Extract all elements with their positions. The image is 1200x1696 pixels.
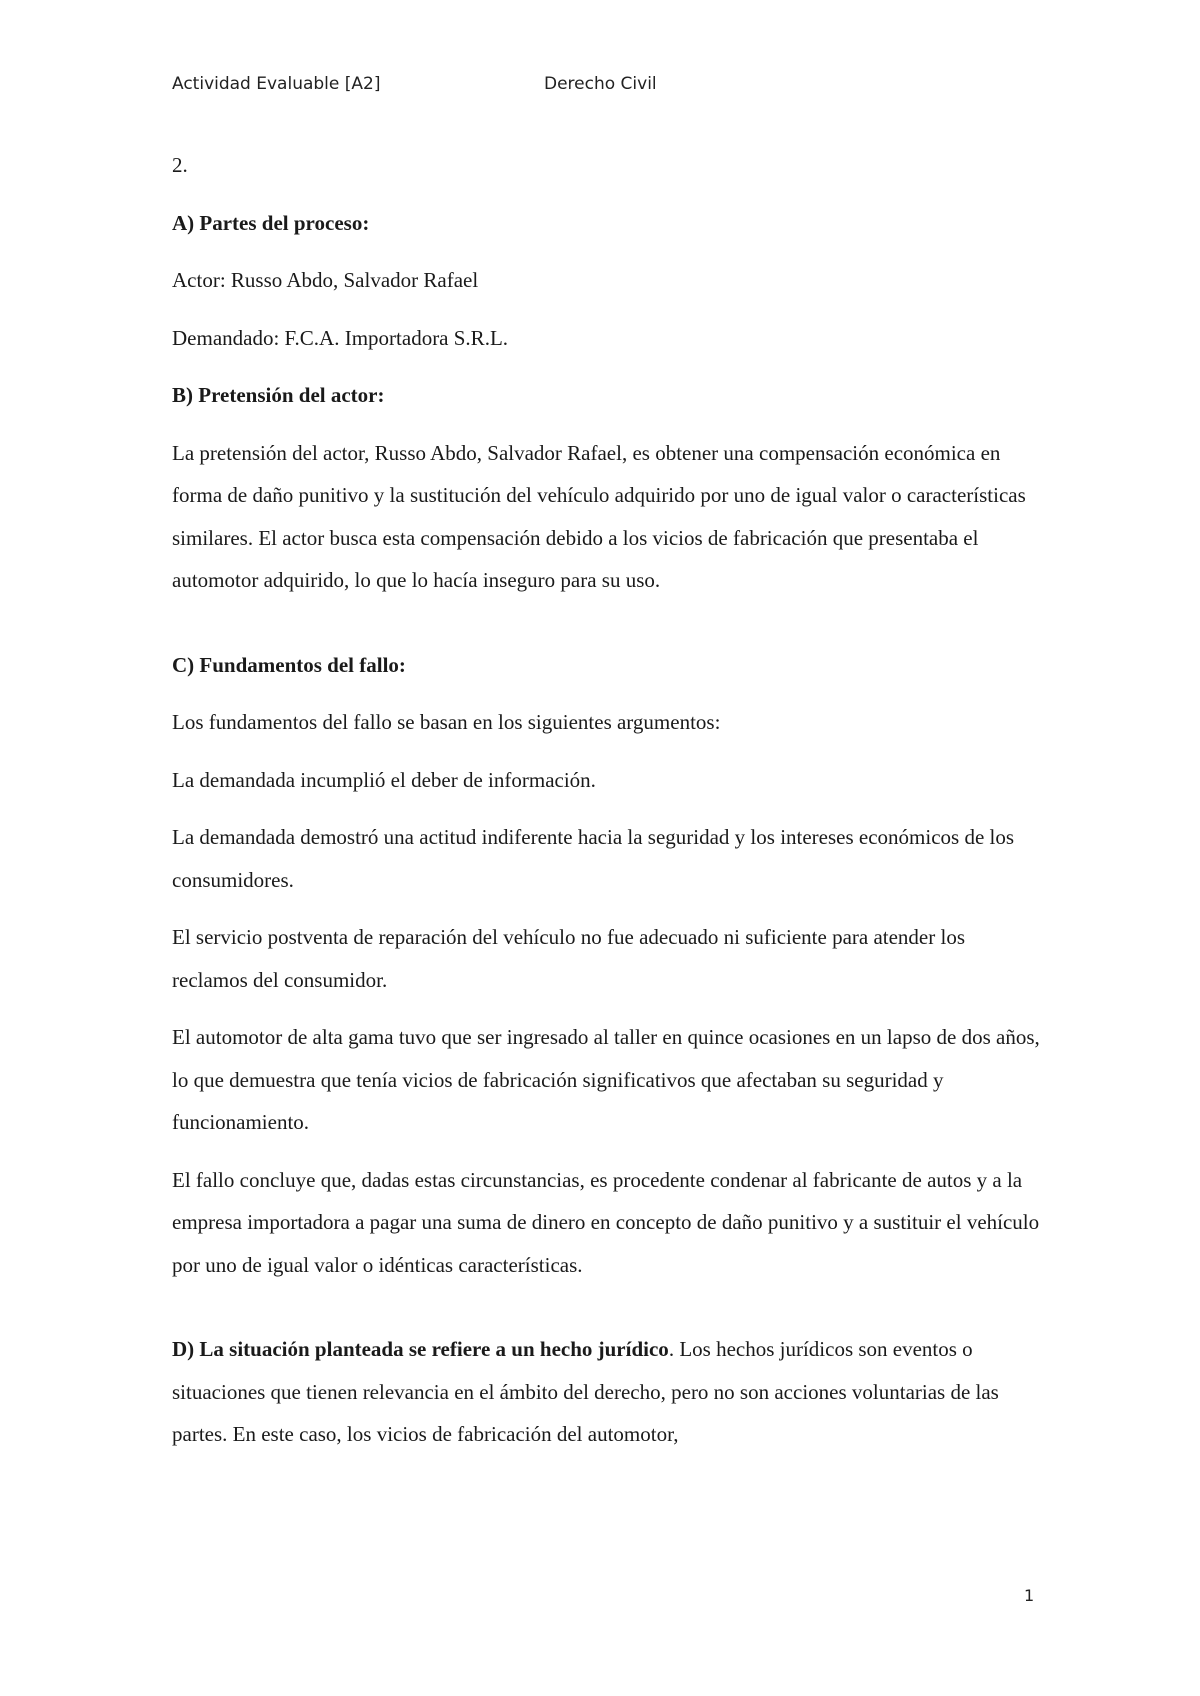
section-c-intro: Los fundamentos del fallo se basan en los siguientes argumentos: xyxy=(172,710,721,734)
header-course: Actividad Evaluable [A2] xyxy=(172,74,381,94)
section-c-heading: C) Fundamentos del fallo: xyxy=(172,652,406,677)
actor-line: Actor: Russo Abdo, Salvador Rafael xyxy=(172,268,479,292)
document-body xyxy=(172,144,1040,1471)
section-d-heading: D) La situación planteada se refiere a un hecho jurídico xyxy=(172,1337,669,1361)
section-c-point: La demandada demostró una actitud indiferente hacia la seguridad y los intereses económicos de los consumidores. xyxy=(172,825,1015,892)
page-number: 1 xyxy=(1024,1586,1035,1605)
section-c-point: El automotor de alta gama tuvo que ser ingresado al taller en quince ocasiones en un lapso de dos años, lo que demuestra que tenía vicios de fabricación significativos que afectaban su seguridad y funcionamiento. xyxy=(172,1025,1040,1134)
section-b-heading: B) Pretensión del actor: xyxy=(172,383,385,407)
question-number: 2. xyxy=(172,153,188,177)
section-c-point: La demandada incumplió el deber de información. xyxy=(172,767,596,792)
section-b-paragraph: La pretensión del actor, Russo Abdo, Salvador Rafael, es obtener una compensación económica en forma de daño punitivo y la sustitución del vehículo adquirido por uno de igual valor o características similares. El actor busca esta compensación debido a los vicios de fabricación que presentaba el automotor adquirido, lo que lo hacía inseguro para su uso. xyxy=(172,440,1026,592)
header-subject: Derecho Civil xyxy=(544,74,657,94)
section-c-point: El servicio postventa de reparación del vehículo no fue adecuado ni suficiente para atender los reclamos del consumidor. xyxy=(172,925,966,992)
section-c-point: El fallo concluye que, dadas estas circunstancias, es procedente condenar al fabricante de autos y a la empresa importadora a pagar una suma de dinero en concepto de daño punitivo y a sustituir el vehículo por uno de igual valor o idénticas características. xyxy=(172,1167,1040,1277)
section-a-heading: A) Partes del proceso: xyxy=(172,210,370,235)
demandado-line: Demandado: F.C.A. Importadora S.R.L. xyxy=(172,325,509,350)
section-d-text: . Los hechos jurídicos son eventos o situaciones que tienen relevancia en el ámbito del derecho, pero no son acciones voluntarias de las partes. En este caso, los vicios de fabricación del automotor, xyxy=(172,1337,999,1446)
section-d-paragraph xyxy=(172,1328,1040,1456)
